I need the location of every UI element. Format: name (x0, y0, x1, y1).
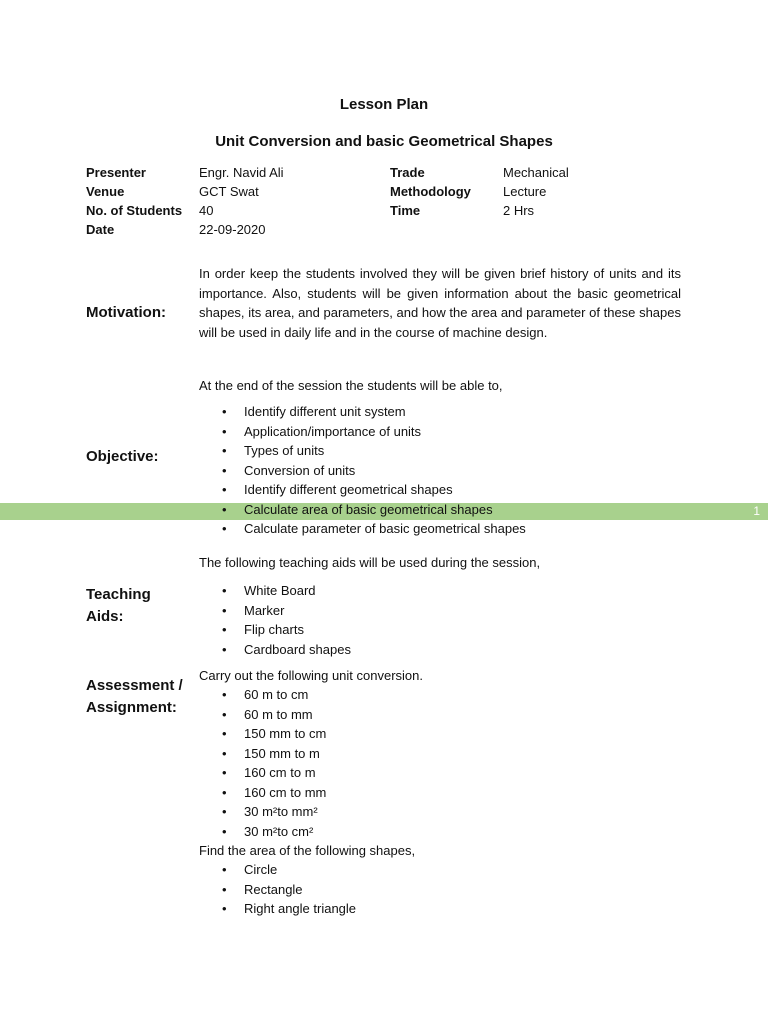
area-intro: Find the area of the following shapes, (199, 843, 416, 858)
list-item: • 60 m to mm (222, 705, 326, 725)
teaching-aids-label-line2: Aids: (86, 608, 124, 625)
trade-value: Mechanical (503, 165, 569, 180)
list-item: • Calculate area of basic geometrical shapes (222, 500, 526, 520)
list-item: • Identify different geometrical shapes (222, 480, 526, 500)
venue-label: Venue (86, 184, 125, 199)
list-item: • Right angle triangle (222, 899, 356, 919)
objective-intro: At the end of the session the students will be able to, (199, 378, 503, 393)
date-label: Date (86, 222, 115, 237)
students-label: No. of Students (86, 203, 183, 218)
presenter-label: Presenter (86, 165, 146, 180)
list-item: • 30 m²to mm² (222, 802, 326, 822)
list-item: • 60 m to cm (222, 685, 326, 705)
presenter-value: Engr. Navid Ali (199, 165, 284, 180)
motivation-text: In order keep the students involved they will be given brief history of units and its importance. Also, students will be given information about the basic geometrical shapes, its area, and parameters, and how the area and parameter of these shapes will be used in daily life and in the course of machine design. (199, 266, 681, 340)
conversion-list (222, 685, 326, 841)
methodology-label: Methodology (390, 184, 471, 199)
assessment-label-line2: Assignment: (86, 699, 177, 716)
list-item: • Circle (222, 860, 356, 880)
list-item: • Flip charts (222, 620, 351, 640)
list-item: • 160 cm to mm (222, 783, 326, 803)
teaching-aids-intro: The following teaching aids will be used during the session, (199, 555, 541, 570)
trade-label: Trade (390, 165, 425, 180)
list-item: • Cardboard shapes (222, 640, 351, 660)
list-item: • Rectangle (222, 880, 356, 900)
document-subtitle: Unit Conversion and basic Geometrical Shapes (215, 133, 553, 150)
list-item: • Conversion of units (222, 461, 526, 481)
list-item: • 150 mm to m (222, 744, 326, 764)
date-value: 22-09-2020 (199, 222, 266, 237)
list-item: • White Board (222, 581, 351, 601)
time-label: Time (390, 203, 421, 218)
list-item: • Calculate parameter of basic geometrical shapes (222, 519, 526, 539)
list-item: • Identify different unit system (222, 402, 526, 422)
students-value: 40 (199, 203, 214, 218)
list-item: • Marker (222, 601, 351, 621)
objective-label: Objective: (86, 448, 159, 465)
teaching-aids-label (86, 584, 196, 628)
objective-list (222, 402, 526, 539)
list-item: • 30 m²to cm² (222, 822, 326, 842)
list-item: • 150 mm to cm (222, 724, 326, 744)
teaching-aids-list (222, 581, 351, 659)
list-item: • 160 cm to m (222, 763, 326, 783)
list-item: • Types of units (222, 441, 526, 461)
motivation-label: Motivation: (86, 304, 166, 321)
venue-value: GCT Swat (199, 184, 259, 199)
document-title: Lesson Plan (339, 96, 429, 113)
assessment-label-line1: Assessment / (86, 677, 183, 694)
list-item: • Application/importance of units (222, 422, 526, 442)
methodology-value: Lecture (503, 184, 547, 199)
time-value: 2 Hrs (503, 203, 535, 218)
assessment-intro: Carry out the following unit conversion. (199, 668, 424, 683)
page-number: 1 (753, 504, 760, 518)
teaching-aids-label-line1: Teaching (86, 586, 151, 603)
shapes-list (222, 860, 356, 919)
assessment-label (86, 675, 196, 719)
